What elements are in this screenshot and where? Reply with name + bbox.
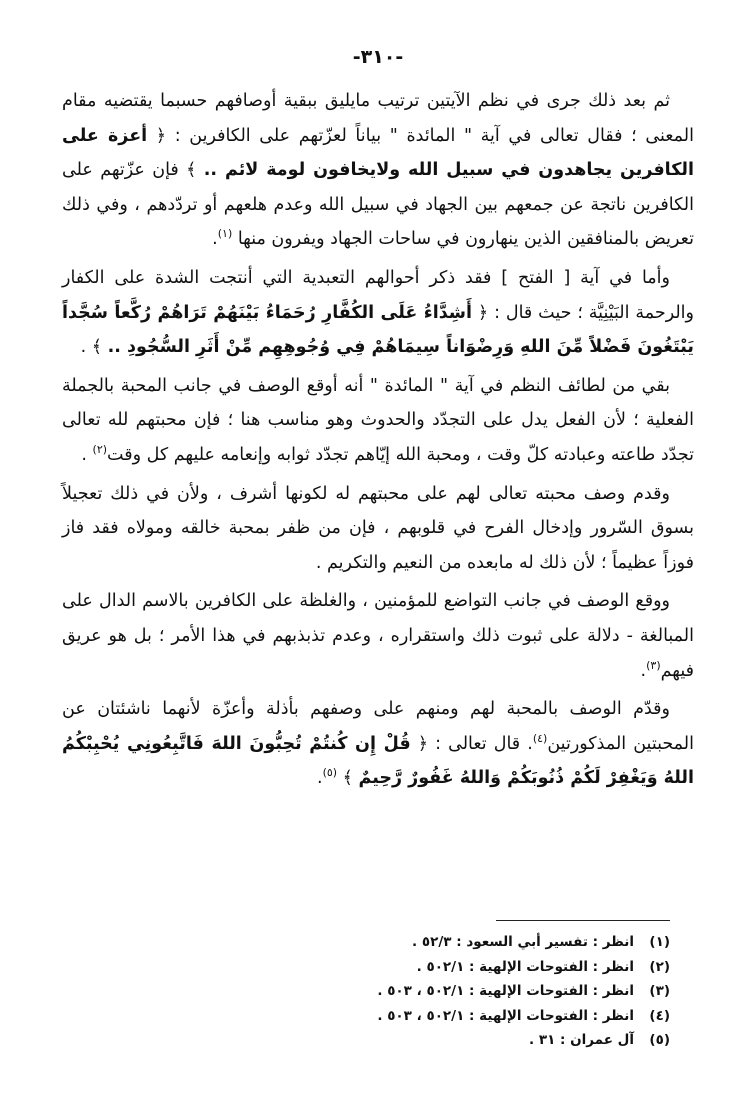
- paragraph: [62, 261, 694, 365]
- paragraph-text: .: [80, 337, 92, 358]
- verse-bracket: ﴾: [186, 160, 204, 181]
- quran-verse: قُلْ إِن كُنتُمْ تُحِبُّونَ اللهَ فَاتَّبِعُونِي يُحْبِبْكُمُ اللهُ وَيَغْفِرْ لَكُمْ ذُنُوبَكُمْ وَاللهُ غَفُورٌ رَّحِيمٌ: [62, 733, 694, 789]
- body-text: [62, 84, 694, 800]
- footnote-number: (٣): [649, 983, 670, 1000]
- footnote-number: (٢): [649, 958, 670, 975]
- footnote-item: [110, 955, 670, 980]
- footnote-text: انظر : تفسير أبي السعود : ٥٢/٣ .: [412, 934, 634, 951]
- verse-bracket: ﴿: [472, 302, 489, 323]
- page-number: -٣١٠-: [352, 46, 404, 68]
- paragraph-text: .: [640, 660, 647, 681]
- footnote-number: (٤): [649, 1007, 670, 1024]
- footnote-item: [110, 1028, 670, 1053]
- verse-bracket: ﴿: [147, 125, 167, 146]
- footnote-ref: (١): [217, 227, 233, 241]
- footnote-item: [110, 930, 670, 955]
- footnotes: [110, 930, 670, 1053]
- paragraph-text: فإن عزّتهم على الكافرين ناتجة عن جمعهم بين الجهاد في سبيل الله وعدم هلعهم أو تردّدهم ، وفي ذلك تعريض بالمنافقين الذين ينهارون في ساحات الجهاد ويفرون منها: [62, 160, 694, 250]
- paragraph: [62, 369, 694, 473]
- footnote-text: انظر : الفتوحات الإلهية : ٥٠٢/١ .: [416, 958, 634, 975]
- paragraph: [62, 84, 694, 257]
- footnote-text: انظر : الفتوحات الإلهية : ٥٠٢/١ ، ٥٠٣ .: [377, 1007, 634, 1024]
- footnote-text: آل عمران : ٣١ .: [529, 1032, 634, 1049]
- quran-verse: أعزة على الكافرين يجاهدون في سبيل الله ولايخافون لومة لائم ..: [62, 125, 694, 181]
- paragraph-text: ثم بعد ذلك جرى في نظم الآيتين ترتيب مايليق ببقية أوصافهم حسبما يقتضيه مقام المعنى ؛ فقال تعالى في آية " المائدة " بياناً لعزّتهم على الكافرين :: [62, 91, 694, 146]
- paragraph-text: .: [316, 768, 323, 789]
- paragraph-text: وقدم وصف محبته تعالى لهم على محبتهم له لكونها أشرف ، ولأن في ذلك تعجيلاً بسوق السّرور وإدخال الفرح في قلوبهم ، فإن من ظفر بمحبة خالقه ومولاه فقد فاز فوزاً عظيماً ؛ لأن ذلك له مابعده من النعيم والتكريم .: [62, 483, 694, 573]
- paragraph: [62, 584, 694, 688]
- paragraph-text: وأما في آية [ الفتح ] فقد ذكر أحوالهم التعبدية التي أنتجت الشدة على الكفار والرحمة البَيْنِيَّة ؛ حيث قال :: [62, 267, 694, 323]
- footnote-ref: (٥): [322, 766, 338, 780]
- footnote-item: [110, 979, 670, 1004]
- footnote-number: (١): [649, 934, 670, 951]
- footnote-ref: (٣): [646, 658, 661, 672]
- paragraph-text: . قال تعالى :: [428, 733, 533, 754]
- quran-verse: أَشِدَّاءُ عَلَى الكُفَّارِ رُحَمَاءُ بَيْنَهُمْ تَرَاهُمْ رُكَّعاً سُجَّداً يَبْتَغُونَ فَضْلاً مِّنَ اللهِ وَرِضْوَاناً سِيمَاهُمْ فِي وُجُوهِهِم مِّنْ أَثَرِ السُّجُودِ ..: [62, 302, 694, 358]
- footnote-text: انظر : الفتوحات الإلهية : ٥٠٢/١ ، ٥٠٣ .: [377, 983, 634, 1000]
- paragraph-text: .: [81, 444, 93, 465]
- footnote-ref: (٢): [92, 443, 108, 457]
- verse-bracket: ﴿: [410, 733, 429, 754]
- paragraph-text: وقدّم الوصف بالمحبة لهم ومنهم على وصفهم بأذلة وأعزّة لأنهما ناشئتان عن المحبتين المذكورتين: [62, 699, 694, 754]
- footnote-number: (٥): [649, 1032, 670, 1049]
- paragraph: [62, 477, 694, 581]
- paragraph: [62, 692, 694, 796]
- paragraph-text: ووقع الوصف في جانب التواضع للمؤمنين ، والغلظة على الكافرين بالاسم الدال على المبالغة - دلالة على ثبوت ذلك واستقراره ، وعدم تذبذبهم في هذا الأمر ؛ بل هو عريق فيهم: [62, 591, 694, 681]
- verse-bracket: ﴾: [91, 337, 108, 358]
- paragraph-text: .: [212, 229, 218, 250]
- verse-bracket: ﴾: [342, 768, 359, 789]
- footnote-item: [110, 1004, 670, 1029]
- footnote-rule: [496, 920, 670, 921]
- footnote-ref: (٤): [532, 731, 548, 745]
- paragraph-text: بقي من لطائف النظم في آية " المائدة " أنه أوقع الوصف في جانب المحبة بالجملة الفعلية ؛ لأن الفعل يدل على التجدّد والحدوث وهو مناسب هنا ؛ فإن محبتهم لله تعالى تجدّد طاعته وعبادته كلّ وقت ، ومحبة الله إيّاهم تجدّد ثوابه وإنعامه عليهم كل وقت: [62, 375, 694, 465]
